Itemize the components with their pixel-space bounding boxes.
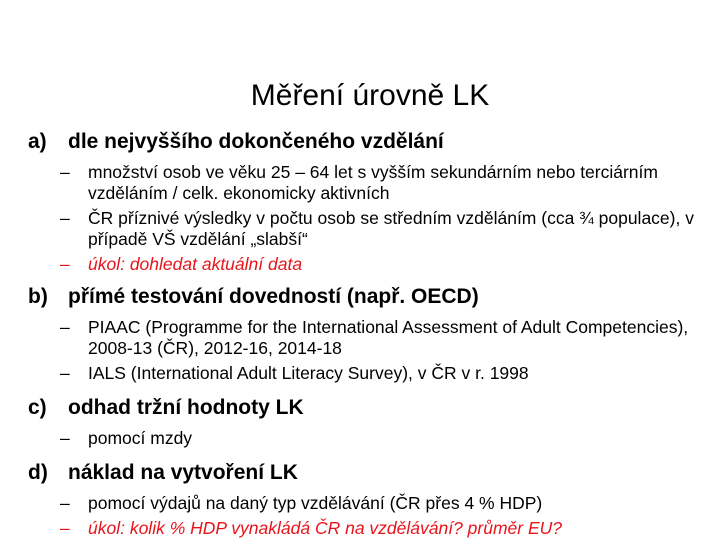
section-heading-text: přímé testování dovedností (např. OECD) <box>68 285 479 308</box>
bullet-text: ČR příznivé výsledky v počtu osob se středním vzděláním (cca ¾ populace), v případě VŠ vzdělání „slabší“ <box>88 208 694 249</box>
section-heading-text: odhad tržní hodnoty LK <box>68 396 304 419</box>
section-marker: c) <box>28 396 47 419</box>
bullet-text: pomocí mzdy <box>88 428 193 448</box>
bullet-item <box>30 428 708 449</box>
section-a-heading <box>28 128 708 156</box>
section-marker: d) <box>28 461 48 484</box>
section-c-heading <box>28 394 708 422</box>
section-marker: b) <box>28 285 48 308</box>
bullet-item <box>30 363 708 384</box>
bullet-dash: – <box>60 518 70 538</box>
bullet-item <box>30 208 708 250</box>
bullet-dash: – <box>60 317 70 337</box>
bullet-dash: – <box>60 363 70 383</box>
bullet-text: množství osob ve věku 25 – 64 let s vyšším sekundárním nebo terciárním vzděláním / celk. ekonomicky aktivních <box>88 162 658 203</box>
bullet-item <box>30 162 708 204</box>
bullet-text: pomocí výdajů na daný typ vzdělávání (ČR přes 4 % HDP) <box>88 493 543 513</box>
bullet-text: PIAAC (Programme for the International Assessment of Adult Competencies), 2008-13 (ČR), 2012-16, 2014-18 <box>88 317 689 358</box>
bullet-text: úkol: dohledat aktuální data <box>88 254 303 274</box>
section-marker: a) <box>28 130 47 153</box>
bullet-dash: – <box>60 428 70 448</box>
section-d-heading <box>28 459 708 487</box>
task-bullet-item <box>30 518 708 539</box>
task-bullet-item <box>30 254 708 275</box>
section-b-heading <box>28 283 708 311</box>
section-heading-text: náklad na vytvoření LK <box>68 461 298 484</box>
section-heading-text: dle nejvyššího dokončeného vzdělání <box>68 130 444 153</box>
bullet-dash: – <box>60 162 70 182</box>
bullet-text: IALS (International Adult Literacy Survey), v ČR v r. 1998 <box>88 363 529 383</box>
bullet-item <box>30 317 708 359</box>
bullet-dash: – <box>60 254 70 274</box>
slide-title: Měření úrovně LK <box>250 79 490 112</box>
bullet-dash: – <box>60 493 70 513</box>
bullet-dash: – <box>60 208 70 228</box>
bullet-text: úkol: kolik % HDP vynakládá ČR na vzdělávání? průměr EU? <box>88 518 563 538</box>
bullet-item <box>30 493 708 514</box>
slide-content <box>28 128 708 539</box>
